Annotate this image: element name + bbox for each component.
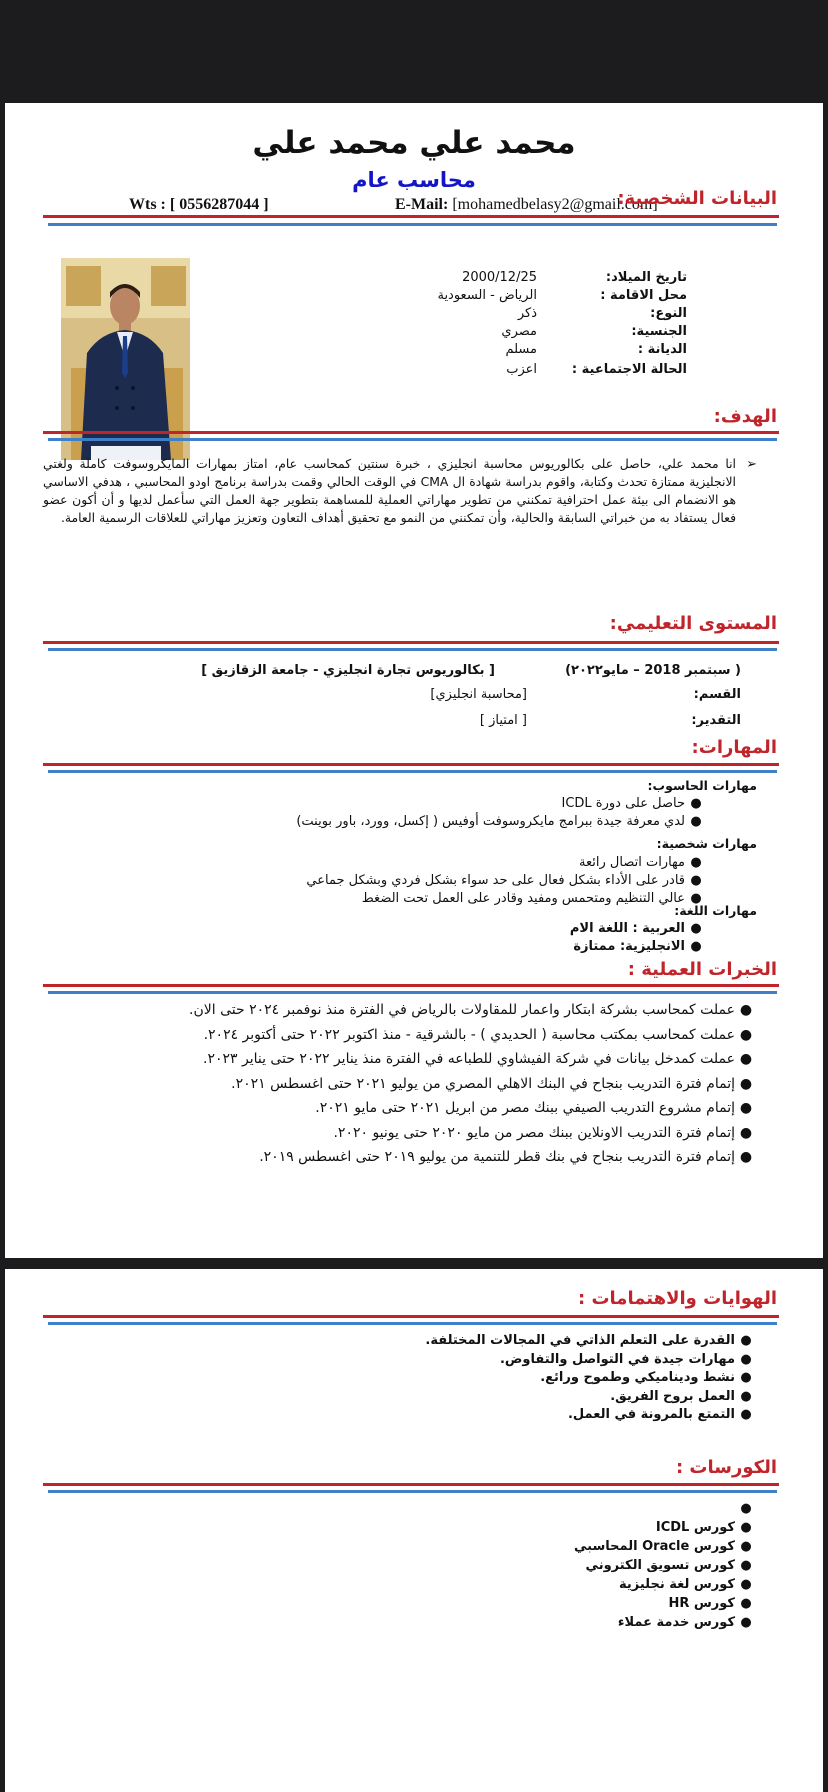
whatsapp-number: Wts : [ 0556287044 ] <box>129 196 269 213</box>
education-date: ( سبتمبر 2018 – مايو٢٠٢٢) <box>565 663 741 678</box>
list-item <box>296 814 707 829</box>
section-title-skills: المهارات: <box>691 737 777 758</box>
bullet-icon: ● <box>690 873 702 888</box>
bullet-icon: ● <box>690 891 702 906</box>
list-item <box>189 1002 757 1018</box>
dept-label: القسم: <box>693 687 741 702</box>
list-item-text: مهارات اتصال رائعة <box>579 855 685 870</box>
bullet-icon: ● <box>739 1100 753 1116</box>
section-title-experience: الخبرات العملية : <box>627 959 777 980</box>
list-item-text: إتمام فترة التدريب بنجاح في بنك قطر للتنمية من يوليو ٢٠١٩ حتى اغسطس ٢٠١٩. <box>259 1149 735 1165</box>
bullet-icon: ● <box>739 1051 753 1067</box>
personal-label: النوع: <box>650 306 687 321</box>
divider-red <box>43 641 779 644</box>
list-item <box>619 1577 757 1592</box>
list-item <box>574 1539 757 1554</box>
list-item-text: قادر على الأداء بشكل فعال على حد سواء بشكل فردي وبشكل جماعي <box>306 873 685 888</box>
divider-blue <box>48 770 777 773</box>
divider-blue <box>48 991 777 994</box>
list-item <box>540 1370 757 1385</box>
personal-value: ذكر <box>517 306 537 321</box>
list-item-text: لدي معرفة جيدة ببرامج مايكروسوفت أوفيس ( إكسل، وورد، باور بوينت) <box>296 814 685 829</box>
personal-value: مصري <box>501 324 537 339</box>
list-item-text: كورس HR <box>668 1596 735 1611</box>
divider-red <box>43 215 779 218</box>
section-title-hobbies: الهوايات والاهتمامات : <box>577 1288 777 1309</box>
computer-skills-title: مهارات الحاسوب: <box>647 778 757 793</box>
list-item <box>204 1027 757 1043</box>
list-item-text: إتمام فترة التدريب بنجاح في البنك الاهلي المصري من يوليو ٢٠٢١ حتى اغسطس ٢٠٢١. <box>231 1075 735 1092</box>
job-title: محاسب عام <box>352 168 476 192</box>
bullet-icon: ● <box>740 1501 752 1516</box>
section-title-education: المستوى التعليمي: <box>609 613 777 634</box>
list-item-text: القدرة على التعلم الذاتي في المجالات المختلفة. <box>425 1333 735 1348</box>
bullet-icon: ● <box>740 1577 752 1592</box>
bullet-icon: ● <box>740 1351 752 1367</box>
bullet-icon: ● <box>690 796 702 811</box>
objective-text: انا محمد علي، حاصل على بكالوريوس محاسبة انجليزي ، خبرة سنتين كمحاسب عام، امتاز بمهارات المايكروسوفت كاملة ولغتي الانجليزية ممتازة تحدث وكتابة، واقوم بدراسة شهادة ال CMA في الوقت الحالي وقمت بدراسة برنامج اودو المحاسبي ، هدفي الاساسي هو الانضمام الى بيئة عمل احترافية تمكنني من تطوير مهاراتي العملية للمساهمة بتطوير جهة العمل التي سأعمل لديها و أن أكون عضو فعال يستفاد به من خبراتي السابقة والحالية، وأن تمكنني من النمو مع تحقيق أهداف التعاون وتعزيز مهاراتي للعلاقات الرسمية العامة. <box>43 456 736 525</box>
bullet-icon: ● <box>739 1026 753 1043</box>
bullet-icon: ● <box>740 1615 752 1630</box>
bullet-icon: ● <box>739 1002 753 1018</box>
list-item-text: كورس ICDL <box>655 1520 735 1535</box>
list-item <box>618 1615 757 1630</box>
personal-label: الحالة الاجتماعية : <box>571 362 687 377</box>
list-item <box>573 939 707 954</box>
list-item-text: التمتع بالمرونة في العمل. <box>567 1407 735 1422</box>
list-item <box>231 1076 757 1092</box>
list-item-text: عملت كمحاسب بشركة ابتكار واعمار للمقاولات بالرياض في الفترة منذ نوفمبر ٢٠٢٤ حتى الان. <box>189 1002 735 1018</box>
divider-red <box>43 984 779 987</box>
resume-page-1 <box>5 103 823 1258</box>
personal-skills-title: مهارات شخصية: <box>656 836 757 851</box>
section-title-objective: الهدف: <box>713 406 777 427</box>
list-item-text: كورس Oracle المحاسبي <box>574 1539 735 1554</box>
list-item <box>561 796 707 811</box>
bullet-icon: ● <box>740 1539 752 1554</box>
section-title-courses: الكورسات : <box>675 1457 777 1478</box>
education-dept-value: [محاسبة انجليزي] <box>430 687 527 702</box>
list-item <box>306 873 707 888</box>
list-item <box>259 1149 757 1165</box>
list-item-text: نشط وديناميكي وطموح ورائع. <box>540 1370 735 1385</box>
list-item-text: مهارات جيدة في التواصل والتفاوض. <box>499 1351 735 1367</box>
list-item-text: إتمام مشروع التدريب الصيفي ببنك مصر من ابريل ٢٠٢١ حتى مايو ٢٠٢١. <box>315 1100 735 1116</box>
bullet-icon: ● <box>740 1388 752 1404</box>
list-item-text: عالي التنظيم ومتحمس ومفيد وقادر على العمل تحت الضغط <box>361 891 685 906</box>
personal-value: مسلم <box>505 342 537 357</box>
personal-label: تاريخ الميلاد: <box>605 270 687 285</box>
divider-blue <box>48 648 777 651</box>
divider-blue <box>48 1322 777 1325</box>
resume-page-2 <box>5 1269 823 1792</box>
divider-red <box>43 1483 779 1486</box>
list-item-text: كورس لغة نجليزية <box>618 1577 735 1592</box>
list-item-text: إتمام فترة التدريب الاونلاين ببنك مصر من مايو ٢٠٢٠ حتى يونيو ٢٠٢٠. <box>333 1124 735 1141</box>
bullet-icon: ● <box>740 1407 752 1422</box>
section-title-personal: البيانات الشخصية: <box>617 188 777 209</box>
bullet-icon: ● <box>739 1124 753 1141</box>
list-item <box>568 1407 757 1422</box>
list-item-text: كورس تسويق الكتروني <box>585 1558 735 1573</box>
personal-label: محل الاقامة : <box>600 288 687 303</box>
list-item <box>668 1596 757 1611</box>
grade-value: [ امتياز ] <box>479 713 527 728</box>
list-item-text: حاصل على دورة ICDL <box>561 796 685 811</box>
bullet-icon: ● <box>740 1333 752 1348</box>
personal-value: الرياض - السعودية <box>437 288 537 303</box>
divider-red <box>43 1315 779 1318</box>
bullet-icon: ● <box>739 1075 753 1092</box>
personal-label: الديانة : <box>637 342 687 357</box>
bullet-icon: ● <box>690 855 702 870</box>
list-item <box>362 891 707 906</box>
person-name: محمد علي محمد علي <box>252 125 576 161</box>
divider-red <box>43 763 779 766</box>
bullet-icon: ● <box>740 1558 752 1573</box>
email-label: E-Mail: <box>395 196 449 213</box>
divider-red <box>43 431 779 434</box>
list-item <box>579 855 707 870</box>
bullet-icon: ● <box>690 939 702 954</box>
profile-photo <box>61 258 190 460</box>
bullet-icon: ● <box>740 1596 752 1611</box>
bullet-icon: ● <box>739 1149 753 1165</box>
bullet-icon: ● <box>690 814 702 829</box>
arrow-bullet-icon: ➢ <box>746 456 757 471</box>
divider-blue <box>48 438 777 441</box>
divider-blue <box>48 1490 777 1493</box>
list-item <box>333 1125 757 1141</box>
personal-label: الجنسية: <box>631 324 687 339</box>
list-item <box>610 1389 757 1404</box>
bullet-icon: ● <box>740 1370 752 1385</box>
list-item <box>586 1558 757 1573</box>
list-item-text: العمل بروح الفريق. <box>610 1388 735 1404</box>
list-item <box>203 1051 757 1067</box>
personal-value: 2000/12/25 <box>462 270 537 285</box>
list-item <box>425 1333 757 1348</box>
list-item <box>570 921 707 936</box>
bullet-icon: ● <box>690 921 702 936</box>
education-degree: [ بكالوريوس تجارة انجليزي - جامعة الزقازيق ] <box>201 663 495 678</box>
language-skills-title: مهارات اللغة: <box>674 903 757 918</box>
personal-value: اعزب <box>506 362 537 377</box>
list-item-text: الانجليزية: ممتازة <box>573 939 685 954</box>
email-value: [mohamedbelasy2@gmail.com] <box>452 196 658 213</box>
divider-blue <box>48 223 777 226</box>
list-item-text: العربية : اللغة الام <box>569 921 685 936</box>
list-item-text: عملت كمحاسب بمكتب محاسبة ( الحديدي ) - بالشرقية - منذ اكتوبر ٢٠٢٢ حتى أكتوبر ٢٠٢٤. <box>203 1026 735 1043</box>
list-item <box>315 1100 757 1116</box>
list-item-text: كورس خدمة عملاء <box>617 1615 735 1630</box>
list-item <box>735 1501 757 1516</box>
education-dept <box>694 687 741 702</box>
list-item <box>656 1520 757 1535</box>
list-item-text: عملت كمدخل بيانات في شركة الفيشاوي للطباعه في الفترة منذ يناير ٢٠٢٢ حتى يناير ٢٠٢٣. <box>202 1051 735 1067</box>
bullet-icon: ● <box>740 1520 752 1535</box>
list-item <box>500 1352 757 1367</box>
grade-label: التقدير: <box>691 713 741 728</box>
